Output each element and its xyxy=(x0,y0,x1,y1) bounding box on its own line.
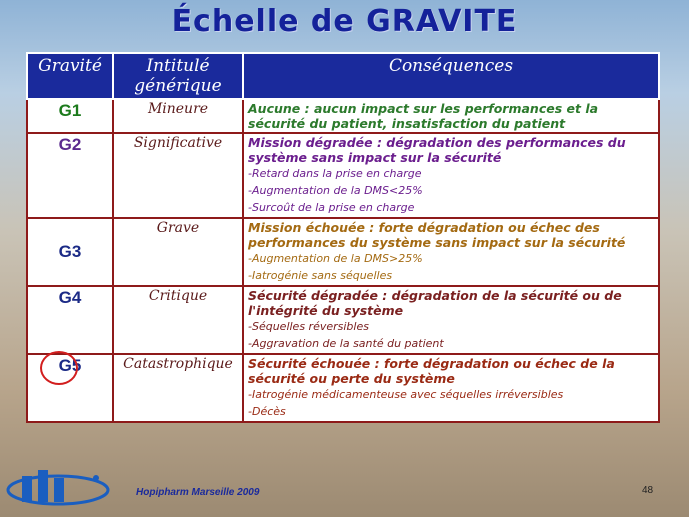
logo-dot xyxy=(93,475,99,481)
gravity-code: G1 xyxy=(27,99,113,133)
highlight-circle xyxy=(40,351,78,385)
consequence-main: Sécurité dégradée : dégradation de la sécurité ou de l'intégrité du système xyxy=(248,288,622,318)
gravity-label: Catastrophique xyxy=(113,354,243,422)
consequences-cell xyxy=(243,354,659,422)
gravity-code-cell xyxy=(27,354,113,422)
gravity-label: Significative xyxy=(113,133,243,218)
gravity-label: Grave xyxy=(113,218,243,286)
consequence-main: Mission échouée : forte dégradation ou échec des performances du système sans impact sur la sécurité xyxy=(248,220,626,250)
gravity-scale-table xyxy=(26,52,660,423)
consequence-main: Sécurité échouée : forte dégradation ou échec de la sécurité ou perte du système xyxy=(248,356,615,386)
consequence-main: Mission dégradée : dégradation des performances du système sans impact sur la sécurité xyxy=(248,135,626,165)
logo-bar-1 xyxy=(22,476,32,502)
table-row xyxy=(27,286,659,354)
consequence-item: -Augmentation de la DMS>25% xyxy=(248,252,423,265)
page-number: 48 xyxy=(642,485,654,496)
table-row xyxy=(27,99,659,133)
logo-bar-3 xyxy=(54,478,64,502)
header-consequences: Conséquences xyxy=(243,53,659,99)
consequence-item: -Iatrogénie sans séquelles xyxy=(248,269,393,282)
table-row xyxy=(27,133,659,218)
consequence-item: -Aggravation de la santé du patient xyxy=(248,337,444,350)
consequences-cell xyxy=(243,133,659,218)
gravity-label: Critique xyxy=(113,286,243,354)
consequence-item: -Iatrogénie médicamenteuse avec séquelles irréversibles xyxy=(248,388,564,401)
table-row xyxy=(27,354,659,422)
consequence-item: -Séquelles réversibles xyxy=(248,320,369,333)
gravity-code: G5 xyxy=(58,356,82,375)
consequences-cell xyxy=(243,99,659,133)
gravity-label: Mineure xyxy=(113,99,243,133)
consequence-item: -Retard dans la prise en charge xyxy=(248,167,422,180)
gravity-code: G3 xyxy=(27,218,113,286)
logo-bar-2 xyxy=(38,470,48,502)
page-title: Échelle de GRAVITE xyxy=(171,4,518,39)
consequences-cell xyxy=(243,286,659,354)
header-intitule: Intitulé générique xyxy=(113,53,243,99)
consequences-cell xyxy=(243,218,659,286)
consequence-item: -Augmentation de la DMS<25% xyxy=(248,184,423,197)
table-row xyxy=(27,218,659,286)
consequence-item: -Décès xyxy=(248,405,286,418)
gravity-code: G2 xyxy=(27,133,113,218)
hopipharm-logo xyxy=(4,456,124,514)
header-gravite: Gravité xyxy=(27,53,113,99)
gravity-code: G4 xyxy=(27,286,113,354)
footer-event: Hopipharm Marseille 2009 xyxy=(136,487,260,498)
consequence-main: Aucune : aucun impact sur les performances et la sécurité du patient, insatisfaction du patient xyxy=(248,101,599,131)
consequence-item: -Surcoût de la prise en charge xyxy=(248,201,415,214)
table-header-row xyxy=(27,53,659,99)
